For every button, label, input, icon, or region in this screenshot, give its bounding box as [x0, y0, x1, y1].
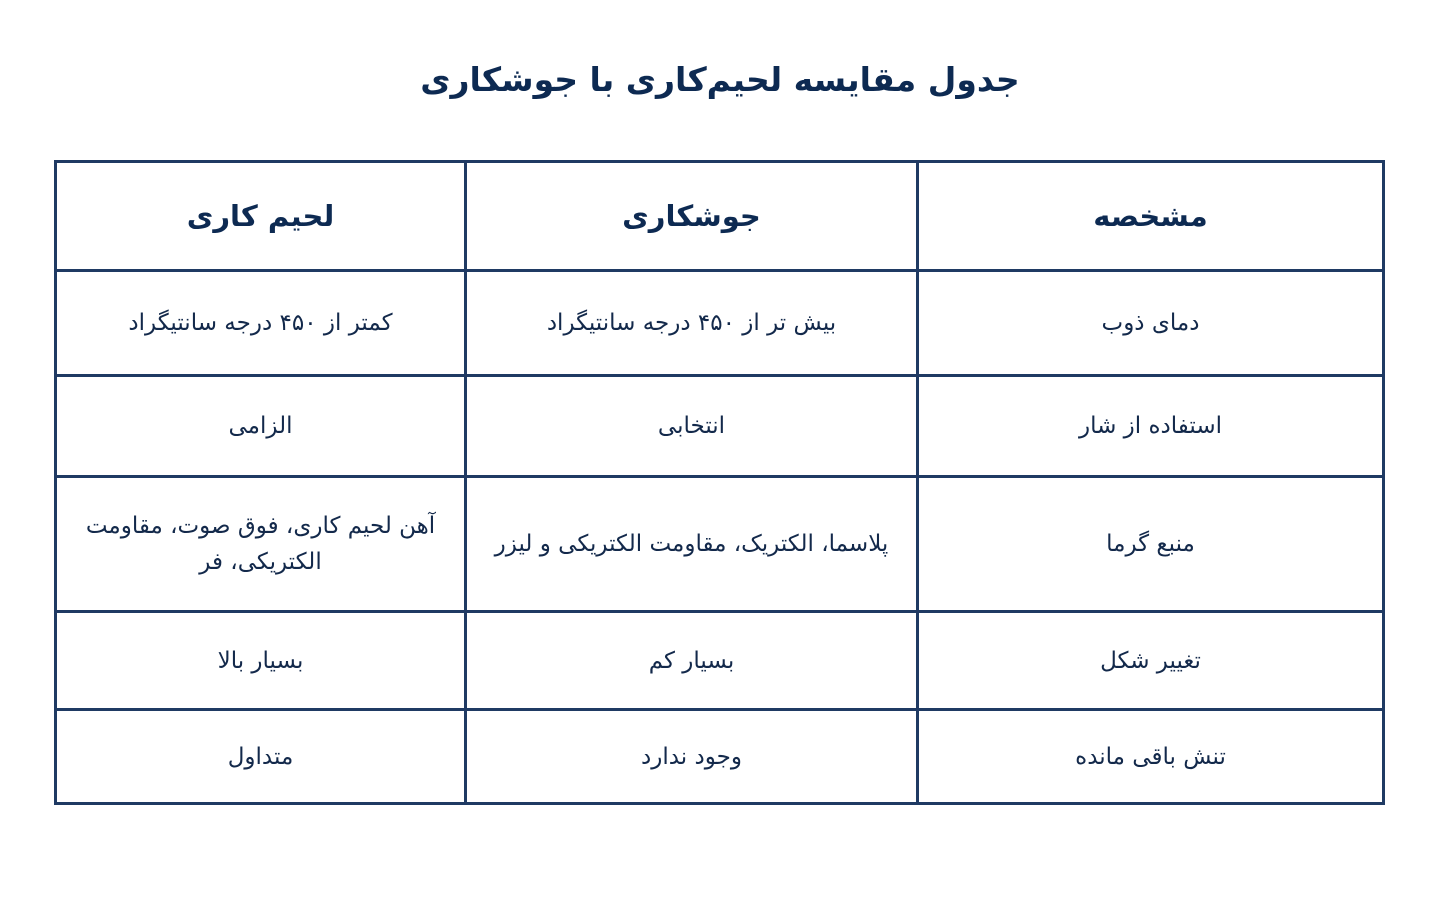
header-welding: جوشکاری — [466, 162, 918, 271]
cell-welding: پلاسما، الکتریک، مقاومت الکتریکی و لیزر — [466, 477, 918, 612]
table-row — [56, 710, 1384, 804]
cell-welding: بسیار کم — [466, 612, 918, 710]
cell-feature: منبع گرما — [918, 477, 1384, 612]
cell-soldering: کمتر از ۴۵۰ درجه سانتیگراد — [56, 271, 466, 376]
table-row — [56, 376, 1384, 477]
table-row — [56, 271, 1384, 376]
table-row — [56, 612, 1384, 710]
table-header-row — [56, 162, 1384, 271]
header-feature: مشخصه — [918, 162, 1384, 271]
cell-soldering: الزامی — [56, 376, 466, 477]
cell-soldering: متداول — [56, 710, 466, 804]
cell-welding: انتخابی — [466, 376, 918, 477]
header-soldering: لحیم کاری — [56, 162, 466, 271]
cell-feature: استفاده از شار — [918, 376, 1384, 477]
page-title: جدول مقایسه لحیم‌کاری با جوشکاری — [420, 60, 1020, 99]
cell-feature: دمای ذوب — [918, 271, 1384, 376]
cell-soldering: آهن لحیم کاری، فوق صوت، مقاومت الکتریکی، فر — [56, 477, 466, 612]
comparison-table — [54, 160, 1385, 805]
cell-welding: بیش تر از ۴۵۰ درجه سانتیگراد — [466, 271, 918, 376]
cell-feature: تغییر شکل — [918, 612, 1384, 710]
table-row — [56, 477, 1384, 612]
cell-welding: وجود ندارد — [466, 710, 918, 804]
cell-soldering: بسیار بالا — [56, 612, 466, 710]
cell-feature: تنش باقی مانده — [918, 710, 1384, 804]
